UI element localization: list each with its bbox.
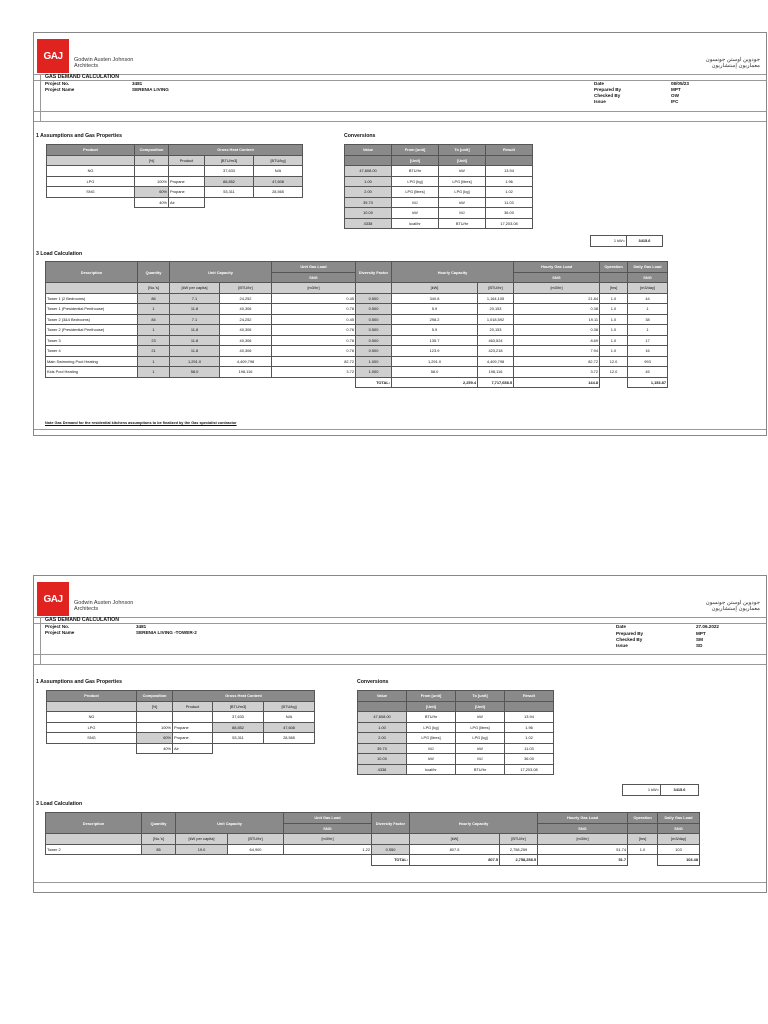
- table-row: 2.00 LPG [litres] LPG [kg] 1.02: [358, 733, 554, 744]
- load-rows: [46, 844, 700, 855]
- table-row: NG 37,633 N/A: [47, 712, 315, 723]
- table-row: 47,608.00 BTU/hr kW 13.94: [358, 712, 554, 723]
- load-calculation-table: Description Quantity Unit Capacity Unit Gas Load Diversity Factor Hourly Capacity Hourly Gas Load Operation Daily Gas Load SNG SNG SNG [No.'s] [kW per capita] [BTU/hr] [m3/hr] [kW] [BTU/hr] [m3/hr] [hrs] [m3/day] Tower 1 (2 Bedrooms) 86 7.1 24,252 0.45 0.500 340.8 1,164,105 21.84 1.0 44 Tower 1 (Presidential Penthouse) 1 11.8 40,306 0.76 0.500 5.9 20,153 0.38 1.0 1 Tower 2 (3&4 Bedrooms) 84 7.1 24,252 0.45 0.500 298.2 1,018,592 19.11 1.0 38 Tower 2 (Presidential Penthouse) 1 11.8 40,306 0.76 0.500 5.9 20,153 0.38 1.0 1 Tower 3 23 11.8 40,306 0.76 0.500 135.7 463,524 8.69 1.0 17 Tower 4 21 11.8 40,306 0.76 0.500 123.9 423,218 7.94 1.0 16 Main Swimming Pool Heating 1 1,291.0 4,409,798 82.72 1.000 1,291.0 4,409,798 82.72 12.0 993 Kids Pool Heating 1 58.0 198,116 3.72 1.000 58.0 198,116 3.72 12.0 45 TOTAL: 2,259.4 7,717,658.5 144.8 1,153.87: [45, 261, 668, 388]
- table-row: Tower 3 23 11.8 40,306 0.76 0.500 135.7 463,524 8.69 1.0 17: [46, 335, 668, 346]
- document-title: GAS DEMAND CALCULATION: [45, 74, 119, 80]
- conversions-table: Value From [unit] To [unit] Result [Unit] [Unit] 47,608.00 BTU/hr kW 13.94 1.00 LPG [kg] LPG [litres] 1.96 2.00 LPG [litres] LPG [kg] 1.02 39.70 MJ kW 11.03 10.00 kW MJ 36.00 4338 kcal/hr BTU/hr 17,203.08: [357, 690, 554, 775]
- table-row: LPG 100% Propane 88,852 47,608: [47, 176, 303, 187]
- totals-row: TOTAL: 807.5 2,758,258.5 51.7 103.48: [46, 855, 700, 866]
- date-value: 08/05/23: [671, 81, 689, 86]
- gas-properties-table: Product Composition Gross Heat Content [%] Product [BTU/m3] [BTU/kg] NG 37,633 N/A LPG 100% Propane 88,852 47,608 SNG 60% Propane 53,311 28,565 40% Air: [46, 144, 303, 208]
- note: Note Gas Demand for the residential kitchens assumptions to be finalized by the Gas specialist contractor: [45, 421, 237, 425]
- section-assumptions: 1 Assumptions and Gas Properties: [36, 679, 123, 685]
- letterhead: [34, 33, 766, 75]
- table-row: Tower 1 (2 Bedrooms) 86 7.1 24,252 0.45 0.500 340.8 1,164,105 21.84 1.0 44: [46, 293, 668, 304]
- table-row: Kids Pool Heating 1 58.0 198,116 3.72 1.000 58.0 198,116 3.72 12.0 45: [46, 367, 668, 378]
- kw-conversion: 1 kW= 3415.6: [590, 235, 663, 247]
- project-name: SERENIA LIVING -TOWER-2: [136, 630, 197, 635]
- table-row: SNG 60% Propane 53,311 28,565: [47, 733, 315, 744]
- load-calculation-table: Description Quantity Unit Capacity Unit Gas Load Diversity Factor Hourly Capacity Hourly Gas Load Operation Daily Gas Load SNG SNG SNG [No.'s] [kW per capita] [BTU/hr] [m3/hr] [kW] [BTU/hr] [m3/hr] [hrs] [m3/day] Tower 2 85 19.0 64,900 1.22 0.550 807.5 2,758,259 51.74 1.0 103 TOTAL: 807.5 2,758,258.5 51.7 103.48: [45, 812, 700, 866]
- table-row: SNG 60% Propane 53,311 28,565: [47, 187, 303, 198]
- project-header: GAS DEMAND CALCULATION Project No. 3481 Project Name SERENIA LIVING -TOWER-2 Date 27.06.2022 Prepared By MPT Checked By SM Issue SD: [45, 617, 719, 648]
- checked-by: SM: [696, 637, 703, 642]
- section-assumptions: 1 Assumptions and Gas Properties: [36, 133, 123, 139]
- table-row: 40% Air: [47, 197, 303, 208]
- calculation-sheet-2: [33, 575, 767, 893]
- table-row: Tower 2 (Presidential Penthouse) 1 11.8 40,306 0.76 0.500 5.9 20,153 0.38 1.0 1: [46, 325, 668, 336]
- project-header: GAS DEMAND CALCULATION Project No. 3481 Project Name SERENIA LIVING Date 08/05/23 Prepared By MPT Checked By OW Issue IFC: [45, 74, 689, 104]
- table-row: Tower 1 (Presidential Penthouse) 1 11.8 40,306 0.76 0.500 5.9 20,153 0.38 1.0 1: [46, 304, 668, 315]
- table-row: Tower 2 85 19.0 64,900 1.22 0.550 807.5 2,758,259 51.74 1.0 103: [46, 844, 700, 855]
- table-row: NG 37,633 N/A: [47, 166, 303, 177]
- table-row: 39.70 MJ kW 11.03: [358, 743, 554, 754]
- document-title: GAS DEMAND CALCULATION: [45, 617, 119, 623]
- company-name: Godwin Austen Johnson Architects: [74, 600, 134, 612]
- checked-by: OW: [671, 93, 679, 98]
- table-row: 4338 kcal/hr BTU/hr 17,203.08: [345, 218, 533, 229]
- table-row: 2.00 LPG [litres] LPG [kg] 1.02: [345, 187, 533, 198]
- prepared-by: MPT: [696, 631, 706, 636]
- table-row: 47,608.00 BTU/hr kW 13.94: [345, 166, 533, 177]
- company-name-arabic: جودوين اوستن جونسون معماريون إستشاريون: [705, 57, 760, 69]
- totals-row: TOTAL: 2,259.4 7,717,658.5 144.8 1,153.87: [46, 377, 668, 388]
- gas-properties-table: Product Composition Gross Heat Content [%] Product [BTU/m3] [BTU/kg] NG 37,633 N/A LPG 100% Propane 88,852 47,608 SNG 60% Propane 53,311 28,565 40% Air: [46, 690, 315, 754]
- project-number: 3481: [132, 81, 143, 86]
- issue: SD: [696, 643, 703, 648]
- kw-conversion: 1 kW= 3415.6: [622, 784, 699, 796]
- section-conversions: Conversions: [344, 133, 376, 139]
- issue: IFC: [671, 99, 679, 104]
- section-conversions: Conversions: [357, 679, 389, 685]
- table-row: 1.00 LPG [kg] LPG [litres] 1.96: [345, 176, 533, 187]
- project-name: SERENIA LIVING: [132, 87, 169, 92]
- date-value: 27.06.2022: [696, 624, 719, 629]
- section-load-calculation: 3 Load Calculation: [36, 801, 83, 807]
- table-row: Main Swimming Pool Heating 1 1,291.0 4,409,798 82.72 1.000 1,291.0 4,409,798 82.72 12.0 993: [46, 356, 668, 367]
- table-row: 40% Air: [47, 743, 315, 754]
- table-row: 10.00 kW MJ 36.00: [358, 754, 554, 765]
- gaj-logo: GAJ: [37, 582, 69, 616]
- table-row: Tower 4 21 11.8 40,306 0.76 0.500 123.9 423,218 7.94 1.0 16: [46, 346, 668, 357]
- section-load-calculation: 3 Load Calculation: [36, 251, 83, 257]
- company-name-arabic: جودوين اوستن جونسون معماريون إستشاريون: [705, 600, 760, 612]
- table-row: 1.00 LPG [kg] LPG [litres] 1.96: [358, 722, 554, 733]
- table-row: LPG 100% Propane 88,852 47,608: [47, 722, 315, 733]
- company-name: Godwin Austen Johnson Architects: [74, 57, 134, 69]
- calculation-sheet-1: [33, 32, 767, 436]
- letterhead: [34, 576, 766, 618]
- load-rows: [46, 293, 668, 377]
- project-number: 3481: [136, 624, 147, 629]
- table-row: 10.00 kW MJ 36.00: [345, 208, 533, 219]
- conversions-table: Value From [unit] To [unit] Result [Unit] [Unit] 47,608.00 BTU/hr kW 13.94 1.00 LPG [kg] LPG [litres] 1.96 2.00 LPG [litres] LPG [kg] 1.02 39.70 MJ kW 11.03 10.00 kW MJ 36.00 4338 kcal/hr BTU/hr 17,203.08: [344, 144, 533, 229]
- table-row: Tower 2 (3&4 Bedrooms) 84 7.1 24,252 0.45 0.500 298.2 1,018,592 19.11 1.0 38: [46, 314, 668, 325]
- gaj-logo: GAJ: [37, 39, 69, 73]
- table-row: 4338 kcal/hr BTU/hr 17,203.08: [358, 764, 554, 775]
- prepared-by: MPT: [671, 87, 681, 92]
- table-row: 39.70 MJ kW 11.03: [345, 197, 533, 208]
